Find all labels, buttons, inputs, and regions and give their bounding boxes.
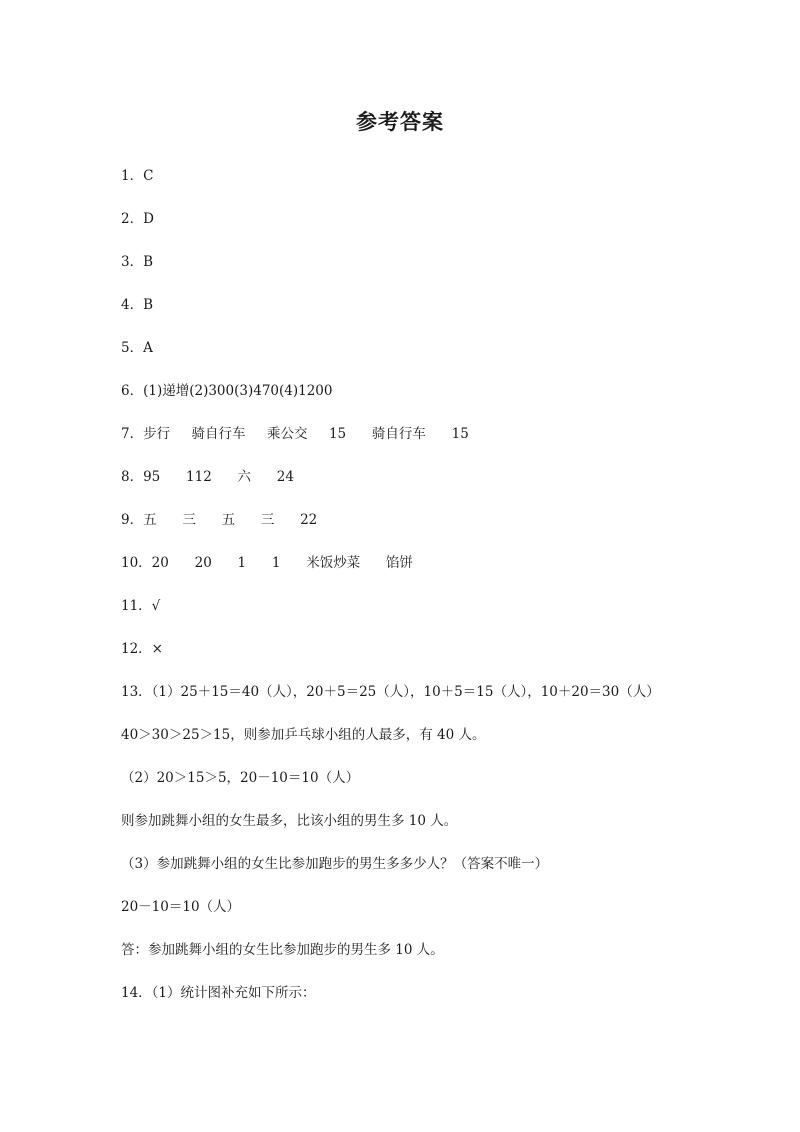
answer-line-13-part-3: （3）参加跳舞小组的女生比参加跑步的男生多多少人？（答案不唯一） <box>121 856 549 872</box>
answer-line-13-continued: 40＞30＞25＞15，则参加乒乓球小组的人最多，有 40 人。 <box>121 727 486 743</box>
answer-line-2: 2．D <box>121 211 154 227</box>
answer-line-14: 14．（1）统计图补充如下所示： <box>121 985 316 1001</box>
answer-line-10: 10．20 20 1 1 米饭炒菜 馅饼 <box>121 555 413 571</box>
answer-line-11: 11．√ <box>121 598 161 614</box>
answer-line-1: 1．C <box>121 168 154 184</box>
answer-line-13-part-3-answer: 答：参加跳舞小组的女生比参加跑步的男生多 10 人。 <box>121 942 444 958</box>
answer-line-3: 3．B <box>121 254 154 270</box>
answer-line-13: 13．（1）25＋15＝40（人），20＋5＝25（人），10＋5＝15（人），10＋20＝30（人） <box>121 684 660 700</box>
answer-line-9: 9．五 三 五 三 22 <box>121 512 318 528</box>
answer-line-4: 4．B <box>121 297 154 313</box>
answer-line-8: 8．95 112 六 24 <box>121 469 294 485</box>
answer-line-13-part-2-conclusion: 则参加跳舞小组的女生最多，比该小组的男生多 10 人。 <box>121 813 458 829</box>
answer-line-13-part-2: （2）20＞15＞5，20－10＝10（人） <box>121 770 360 786</box>
answer-line-5: 5．A <box>121 340 153 356</box>
page-title: 参考答案 <box>356 110 444 134</box>
answer-line-6: 6．(1)递增(2)300(3)470(4)1200 <box>121 383 333 399</box>
answer-line-12: 12．× <box>121 641 163 657</box>
answer-line-13-part-3-calc: 20－10＝10（人） <box>121 899 241 915</box>
answer-line-7: 7．步行 骑自行车 乘公交 15 骑自行车 15 <box>121 426 469 442</box>
